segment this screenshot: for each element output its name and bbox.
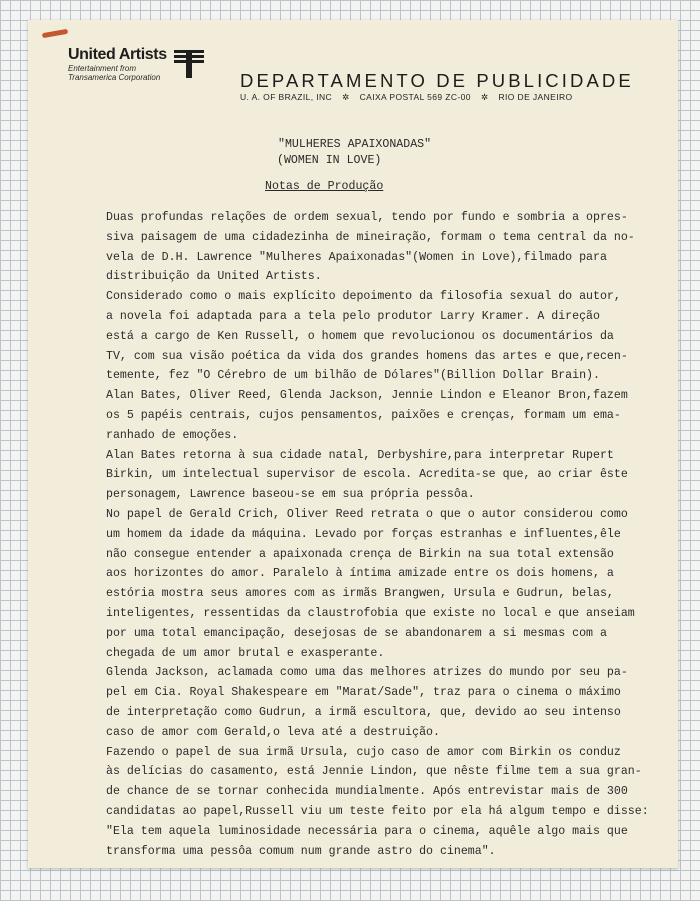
separator-star-icon: ✲	[342, 92, 350, 102]
body-line: pel em Cia. Royal Shakespeare em "Marat/Sade", traz para o cinema o máximo	[106, 686, 621, 700]
body-line: caso de amor com Gerald,o leva até a destruição.	[106, 725, 440, 739]
body-line: de chance de se tornar conhecida mundialmente. Após entrevistar mais de 300	[106, 785, 628, 799]
postal-box: CAIXA POSTAL 569 ZC-00	[359, 92, 471, 102]
film-title: "MULHERES APAIXONADAS"	[278, 138, 432, 151]
body-line: TV, com sua visão poética da vida dos grandes homens das artes e que,recen-	[106, 349, 628, 363]
body-line: siva paisagem de uma cidadezinha de mineiração, formam o tema central da no-	[106, 230, 635, 244]
body-line: está a cargo de Ken Russell, o homem que revolucionou os documentários da	[106, 329, 614, 343]
body-line: Considerado como o mais explícito depoimento da filosofia sexual do autor,	[106, 290, 621, 304]
body-line: os 5 papéis centrais, cujos pensamentos, paixões e crenças, formam um ema-	[106, 408, 621, 422]
united-artists-logo	[68, 46, 167, 82]
body-line: Fazendo o papel de sua irmã Ursula, cujo caso de amor com Birkin os conduz	[106, 745, 621, 759]
body-line: estória mostra seus amores com as irmãs Brangwen, Ursula e Gudrun, belas,	[106, 587, 614, 601]
body-line: Alan Bates, Oliver Reed, Glenda Jackson, Jennie Lindon e Eleanor Bron,fazem	[106, 389, 628, 403]
film-title-english: (WOMEN IN LOVE)	[277, 154, 382, 167]
company-name: United Artists	[68, 46, 167, 63]
tagline-line-2: Transamerica Corporation	[68, 73, 161, 82]
body-line: candidatas ao papel,Russell viu um teste feito por ela há algum tempo e disse:	[106, 804, 649, 818]
transamerica-t-icon	[174, 50, 204, 78]
company-address: U. A. OF BRAZIL, INC	[240, 92, 333, 102]
city: RIO DE JANEIRO	[498, 92, 573, 102]
body-line: Duas profundas relações de ordem sexual, tendo por fundo e sombria a opres-	[106, 211, 628, 224]
body-line: a novela foi adaptada para a tela pelo produtor Larry Kramer. A direção	[106, 309, 600, 323]
body-line: ranhado de emoções.	[106, 428, 239, 442]
department-heading: DEPARTAMENTO DE PUBLICIDADE	[240, 70, 634, 91]
body-line: vela de D.H. Lawrence "Mulheres Apaixonadas"(Women in Love),filmado para	[106, 250, 607, 264]
body-line: temente, fez "O Cérebro de um bilhão de Dólares"(Billion Dollar Brain).	[106, 369, 600, 383]
body-line: chegada de um amor brutal e exasperante.	[106, 646, 385, 660]
body-line: personagem, Lawrence baseou-se em sua própria pessôa.	[106, 488, 475, 502]
body-line: "Ela tem aquela luminosidade necessária para o cinema, aquêle algo mais que	[106, 824, 628, 838]
body-line: às delícias do casamento, está Jennie Lindon, que nêste filme tem a sua gran-	[106, 765, 642, 779]
body-line: distribuição da United Artists.	[106, 270, 322, 284]
body-line: Alan Bates retorna à sua cidade natal, Derbyshire,para interpretar Rupert	[106, 448, 614, 462]
body-line: Birkin, um intelectual supervisor de escola. Acredita-se que, ao criar êste	[106, 468, 628, 482]
separator-star-icon: ✲	[480, 92, 489, 102]
body-line: de interpretação como Gudrun, a irmã escultora, que, devido ao seu intenso	[106, 705, 621, 719]
body-line: por uma total emancipação, desejosas de se abandonarem a si mesmas com a	[106, 626, 607, 640]
body-line: um homem da idade da máquina. Levado por forças estranhas e influentes,êle	[106, 527, 621, 541]
body-line: transforma uma pessôa comum num grande astro do cinema".	[106, 844, 496, 858]
body-line: inteligentes, ressentidas da claustrofobia que existe no local e que anseiam	[106, 606, 635, 620]
letterhead-address	[240, 92, 573, 103]
section-heading: Notas de Produção	[265, 180, 384, 193]
body-line: aos horizontes do amor. Paralelo à íntima amizade entre os dois homens, a	[106, 567, 614, 581]
body-line: Glenda Jackson, aclamada como uma das melhores atrizes do mundo por seu pa-	[106, 666, 628, 680]
body-line: No papel de Gerald Crich, Oliver Reed retrata o que o autor considerou como	[106, 507, 628, 521]
production-notes-body	[106, 208, 666, 861]
tagline-line-1: Entertainment from	[68, 64, 137, 73]
pencil-mark	[42, 29, 68, 38]
document-page	[28, 20, 678, 868]
body-line: não consegue entender a apaixonada crença de Birkin na sua total extensão	[106, 547, 614, 561]
